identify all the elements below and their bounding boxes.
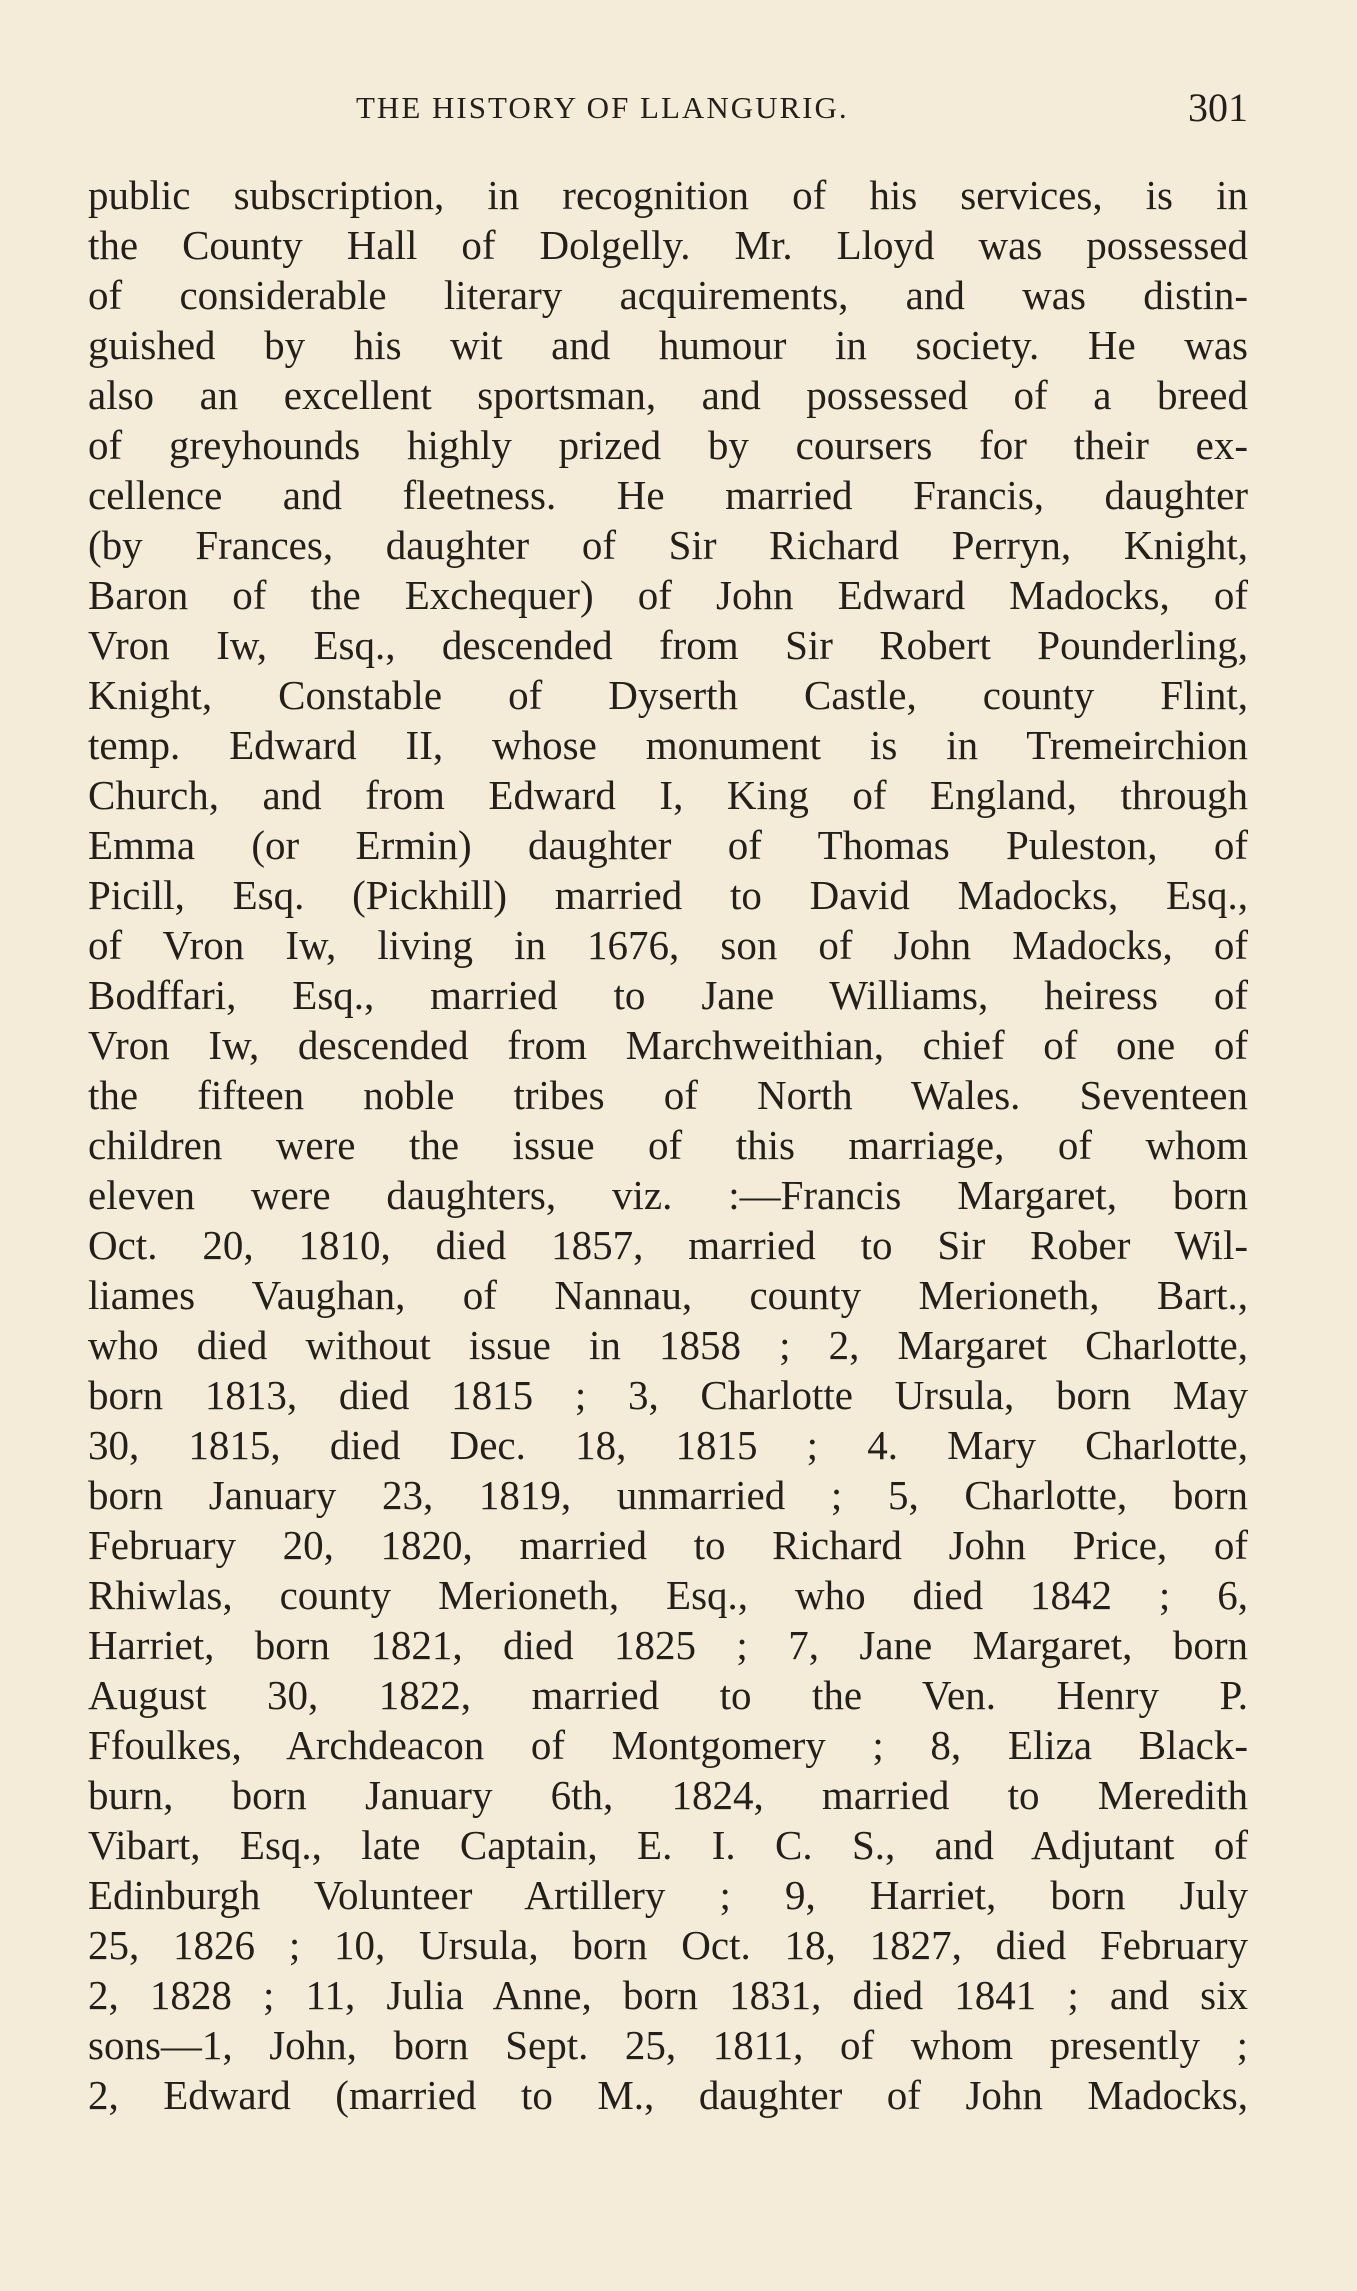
text-line: (by Frances, daughter of Sir Richard Perryn, Knight, [88,522,1248,568]
text-line: born 1813, died 1815 ; 3, Charlotte Ursula, born May [88,1372,1248,1418]
page-number: 301 [1188,85,1248,130]
text-line: February 20, 1820, married to Richard John Price, of [88,1522,1248,1568]
text-line: who died without issue in 1858 ; 2, Margaret Charlotte, [88,1322,1248,1368]
text-line: Harriet, born 1821, died 1825 ; 7, Jane Margaret, born [88,1622,1248,1668]
text-line: Picill, Esq. (Pickhill) married to David Madocks, Esq., [88,872,1248,918]
text-line: 2, 1828 ; 11, Julia Anne, born 1831, died 1841 ; and six [88,1972,1248,2018]
text-line: Vron Iw, descended from Marchweithian, chief of one of [88,1022,1248,1068]
text-line: Knight, Constable of Dyserth Castle, county Flint, [88,672,1248,718]
text-line: liames Vaughan, of Nannau, county Merioneth, Bart., [88,1272,1248,1318]
running-head [88,84,1248,134]
text-line: born January 23, 1819, unmarried ; 5, Charlotte, born [88,1472,1248,1518]
text-line: Emma (or Ermin) daughter of Thomas Puleston, of [88,822,1248,868]
text-line: guished by his wit and humour in society. He was [88,322,1248,368]
text-line: Bodffari, Esq., married to Jane Williams, heiress of [88,972,1248,1018]
text-line: eleven were daughters, viz. :—Francis Margaret, born [88,1172,1248,1218]
running-title: THE HISTORY OF LLANGURIG. [356,90,849,125]
text-line: 25, 1826 ; 10, Ursula, born Oct. 18, 1827, died February [88,1922,1248,1968]
text-line: sons—1, John, born Sept. 25, 1811, of whom presently ; [88,2022,1248,2068]
text-line: Edinburgh Volunteer Artillery ; 9, Harriet, born July [88,1872,1248,1918]
text-line: Rhiwlas, county Merioneth, Esq., who died 1842 ; 6, [88,1572,1248,1618]
text-line: Church, and from Edward I, King of England, through [88,772,1248,818]
text-line: public subscription, in recognition of his services, is in [88,172,1248,218]
text-line: the fifteen noble tribes of North Wales. Seventeen [88,1072,1248,1118]
text-line: cellence and fleetness. He married Francis, daughter [88,472,1248,518]
text-line: of considerable literary acquirements, and was distin- [88,272,1248,318]
text-line: Oct. 20, 1810, died 1857, married to Sir Rober Wil- [88,1222,1248,1268]
text-line: Vron Iw, Esq., descended from Sir Robert Pounderling, [88,622,1248,668]
text-line: Ffoulkes, Archdeacon of Montgomery ; 8, Eliza Black- [88,1722,1248,1768]
text-line: Baron of the Exchequer) of John Edward Madocks, of [88,572,1248,618]
text-line: the County Hall of Dolgelly. Mr. Lloyd was possessed [88,222,1248,268]
text-line: August 30, 1822, married to the Ven. Henry P. [88,1672,1248,1718]
text-line: children were the issue of this marriage, of whom [88,1122,1248,1168]
text-line: 30, 1815, died Dec. 18, 1815 ; 4. Mary Charlotte, [88,1422,1248,1468]
text-line: temp. Edward II, whose monument is in Tremeirchion [88,722,1248,768]
text-line: 2, Edward (married to M., daughter of John Madocks, [88,2072,1248,2118]
text-line: of greyhounds highly prized by coursers for their ex- [88,422,1248,468]
text-line: of Vron Iw, living in 1676, son of John Madocks, of [88,922,1248,968]
body-text [88,170,1248,2120]
text-line: burn, born January 6th, 1824, married to Meredith [88,1772,1248,1818]
text-line: also an excellent sportsman, and possessed of a breed [88,372,1248,418]
text-line: Vibart, Esq., late Captain, E. I. C. S., and Adjutant of [88,1822,1248,1868]
